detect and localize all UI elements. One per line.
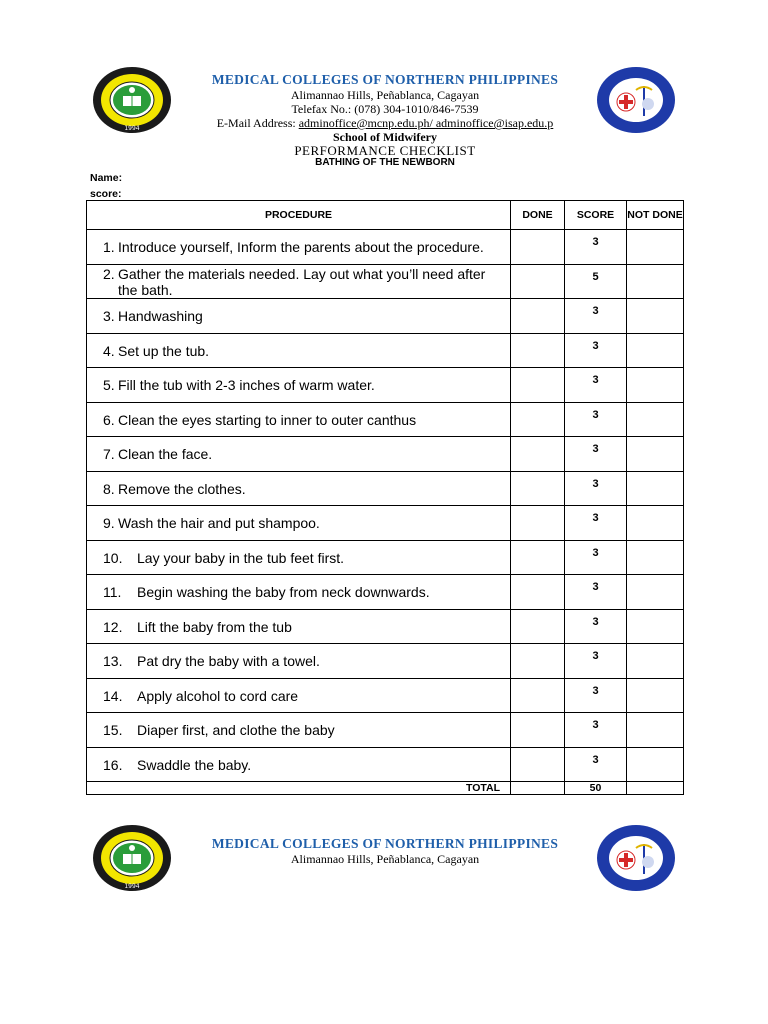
telefax-number: Telefax No.: (078) 304-1010/846-7539 [291,102,479,116]
email-address-line [150,116,620,130]
score-cell: 3 [565,644,627,679]
table-row [87,299,684,334]
step-number: 3. [103,308,115,325]
done-cell[interactable] [511,678,565,713]
done-cell[interactable] [511,230,565,265]
step-number: 4. [103,342,115,359]
score-header: SCORE [565,201,627,230]
score-cell: 3 [565,747,627,782]
step-text: Begin washing the baby from neck downwards. [137,584,430,601]
table-row [87,713,684,748]
procedure-cell [87,747,511,782]
not-done-header: NOT DONE [627,201,684,230]
score-cell: 3 [565,471,627,506]
not-done-cell[interactable] [627,644,684,679]
not-done-cell[interactable] [627,506,684,541]
seal-year-footer: 1994 [124,883,140,890]
done-cell[interactable] [511,333,565,368]
step-number: 12. [103,618,123,635]
score-cell: 3 [565,299,627,334]
done-cell[interactable] [511,644,565,679]
not-done-cell[interactable] [627,713,684,748]
not-done-cell[interactable] [627,575,684,610]
department-name: School of Midwifery [333,130,437,144]
not-done-cell[interactable] [627,264,684,299]
footer-address: Alimannao Hills, Peñablanca, Cagayan [290,852,480,866]
table-row [87,644,684,679]
not-done-cell[interactable] [627,437,684,472]
step-text: Lift the baby from the tub [137,618,292,635]
done-cell[interactable] [511,506,565,541]
procedure-cell [87,713,511,748]
procedure-cell [87,540,511,575]
step-text: Pat dry the baby with a towel. [137,653,320,670]
score-cell: 3 [565,437,627,472]
step-text: Introduce yourself, Inform the parents about the procedure. [118,239,484,256]
not-done-cell[interactable] [627,678,684,713]
score-cell: 3 [565,575,627,610]
total-not-done-cell[interactable] [627,782,684,795]
procedure-cell [87,299,511,334]
done-cell[interactable] [511,368,565,403]
procedure-cell [87,437,511,472]
procedure-cell [87,402,511,437]
total-label: TOTAL [87,782,511,795]
score-cell: 3 [565,230,627,265]
table-row [87,506,684,541]
procedure-cell [87,575,511,610]
not-done-cell[interactable] [627,471,684,506]
document-title: PERFORMANCE CHECKLIST [294,143,476,158]
done-cell[interactable] [511,402,565,437]
not-done-cell[interactable] [627,333,684,368]
total-row [87,782,684,795]
done-cell[interactable] [511,299,565,334]
procedure-cell [87,506,511,541]
score-cell: 3 [565,713,627,748]
score-cell: 3 [565,506,627,541]
not-done-cell[interactable] [627,299,684,334]
total-done-cell[interactable] [511,782,565,795]
table-header-row [87,201,684,230]
footer-school-name: MEDICAL COLLEGES OF NORTHERN PHILIPPINES [211,836,559,851]
not-done-cell[interactable] [627,368,684,403]
score-cell: 3 [565,402,627,437]
table-row [87,609,684,644]
done-cell[interactable] [511,471,565,506]
score-label: score: [90,188,122,200]
step-text: Clean the face. [118,446,213,463]
procedure-cell [87,333,511,368]
step-number: 8. [103,480,115,497]
procedure-cell [87,678,511,713]
not-done-cell[interactable] [627,402,684,437]
procedure-cell [87,644,511,679]
seal-year: 1994 [124,125,140,132]
not-done-cell[interactable] [627,747,684,782]
done-header: DONE [511,201,565,230]
school-name: MEDICAL COLLEGES OF NORTHERN PHILIPPINES [211,72,559,87]
total-score: 50 [565,782,627,795]
score-cell: 3 [565,678,627,713]
score-cell: 3 [565,333,627,368]
table-row [87,333,684,368]
step-text: Fill the tub with 2-3 inches of warm water. [118,377,375,394]
school-address: Alimannao Hills, Peñablanca, Cagayan [290,88,480,102]
step-number: 5. [103,377,115,394]
score-cell: 3 [565,540,627,575]
done-cell[interactable] [511,747,565,782]
table-row [87,678,684,713]
score-cell: 3 [565,368,627,403]
email-links[interactable]: adminoffice@mcnp.edu.ph/ adminoffice@isap.edu.p [298,116,554,130]
table-row [87,471,684,506]
procedure-cell [87,609,511,644]
table-row [87,368,684,403]
done-cell[interactable] [511,713,565,748]
step-text: Handwashing [118,308,203,325]
done-cell[interactable] [511,540,565,575]
procedure-cell [87,368,511,403]
step-text: Diaper first, and clothe the baby [137,722,335,739]
step-text: Remove the clothes. [118,480,246,497]
procedure-cell [87,230,511,265]
not-done-cell[interactable] [627,540,684,575]
performance-checklist-table [86,200,684,795]
table-row [87,230,684,265]
table-row [87,540,684,575]
table-row [87,747,684,782]
procedure-header: PROCEDURE [87,201,511,230]
step-number: 6. [103,411,115,428]
done-cell[interactable] [511,264,565,299]
step-number: 10. [103,549,123,566]
table-row [87,575,684,610]
step-text: Apply alcohol to cord care [137,687,299,704]
name-label: Name: [90,172,123,184]
step-text: Swaddle the baby. [137,756,252,773]
step-text: Wash the hair and put shampoo. [118,515,320,532]
done-cell[interactable] [511,437,565,472]
procedure-cell [87,264,511,299]
document-subtitle: BATHING OF THE NEWBORN [315,157,455,168]
table-row [87,437,684,472]
procedure-cell [87,471,511,506]
step-number: 1. [103,239,115,256]
done-cell[interactable] [511,609,565,644]
score-cell: 3 [565,609,627,644]
email-label: E-Mail Address: [216,116,299,130]
step-number: 9. [103,515,115,532]
step-number: 16. [103,756,123,773]
table-row [87,402,684,437]
step-number: 15. [103,722,123,739]
step-text: Clean the eyes starting to inner to outer canthus [118,411,417,428]
step-text: Lay your baby in the tub feet first. [137,549,345,566]
score-cell: 5 [565,264,627,299]
done-cell[interactable] [511,575,565,610]
step-number: 11. [103,584,122,601]
step-number: 13. [103,653,123,670]
step-text: Gather the materials needed. Lay out what you’ll need after the bath. [118,265,486,298]
step-text: Set up the tub. [118,342,210,359]
table-row [87,264,684,299]
step-number: 14. [103,687,123,704]
step-number: 2. [103,265,115,282]
not-done-cell[interactable] [627,230,684,265]
step-number: 7. [103,446,115,463]
not-done-cell[interactable] [627,609,684,644]
